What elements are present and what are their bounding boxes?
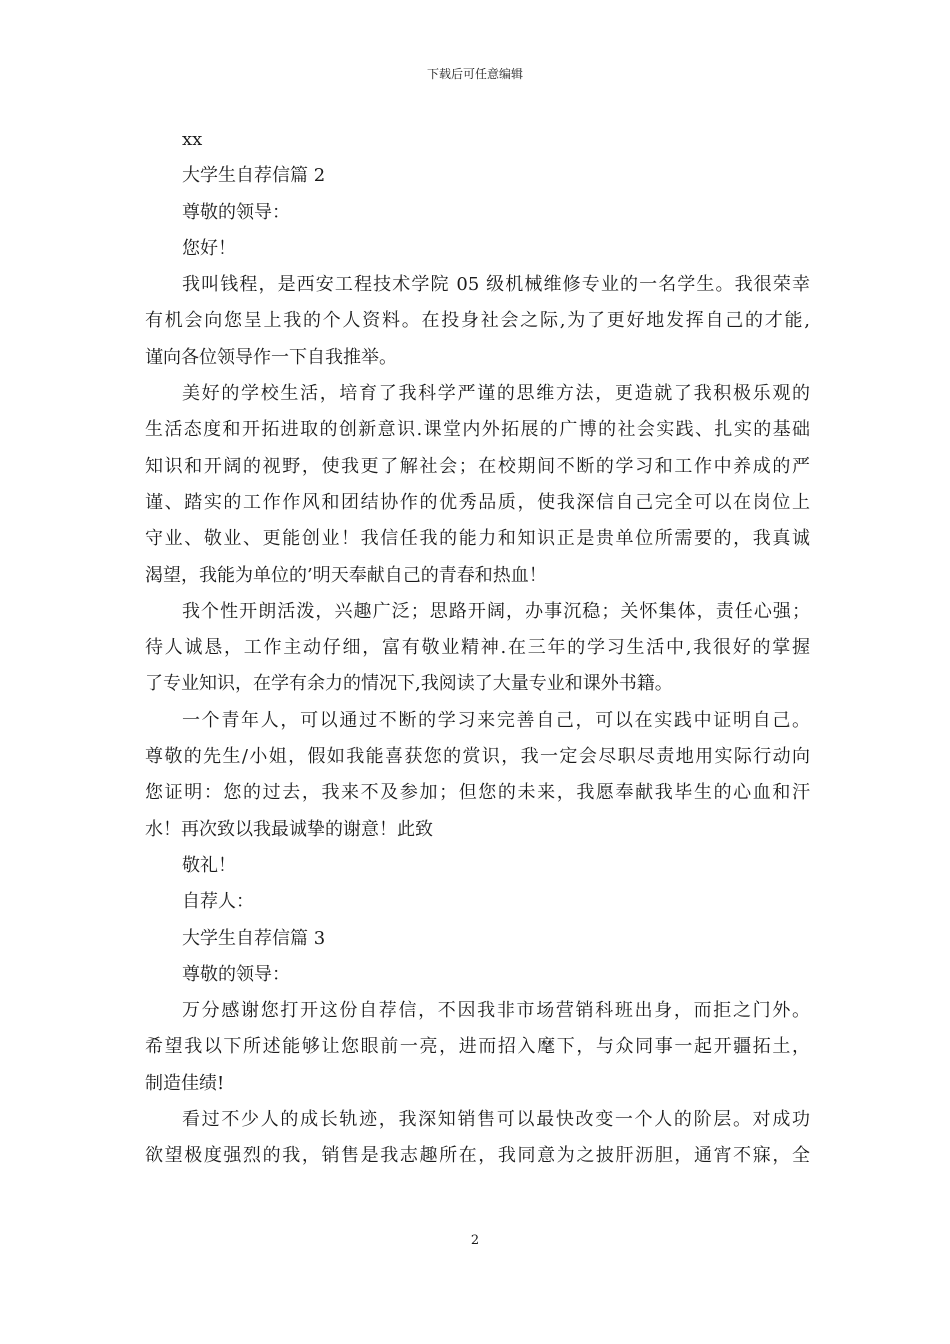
paragraph-line: 希望我以下所述能够让您眼前一亮，进而招入麾下，与众同事一起开疆拓土， [145, 1036, 810, 1058]
paragraph-line: 欲望极度强烈的我，销售是我志趣所在，我同意为之披肝沥胆，通宵不寐，全 [145, 1145, 810, 1167]
paragraph-line: 知识和开阔的视野，使我更了解社会；在校期间不断的学习和工作中养成的严 [145, 455, 810, 477]
paragraph-line: 一个青年人，可以通过不断的学习来完善自己，可以在实践中证明自己。 [182, 709, 810, 731]
letter-body [145, 122, 810, 1175]
paragraph-line: 看过不少人的成长轨迹，我深知销售可以最快改变一个人的阶层。对成功 [182, 1109, 810, 1131]
paragraph-line: 谨向各位领导作一下自我推举。 [145, 346, 397, 368]
salutation: 尊敬的领导： [182, 963, 290, 985]
paragraph-line: 我叫钱程，是西安工程技术学院 05 级机械维修专业的一名学生。我很荣幸 [182, 274, 810, 296]
paragraph-line: 水！再次致以我最诚挚的谢意！此致 [145, 818, 433, 840]
paragraph-line: 待人诚恳，工作主动仔细，富有敬业精神.在三年的学习生活中,我很好的掌握 [145, 637, 810, 659]
paragraph-line: 您证明：您的过去，我来不及参加；但您的未来，我愿奉献我毕生的心血和汗 [145, 782, 810, 804]
paragraph-line: 我个性开朗活泼，兴趣广泛；思路开阔，办事沉稳；关怀集体，责任心强； [182, 600, 810, 622]
signature-label: 自荐人： [182, 891, 254, 913]
greeting: 您好！ [182, 237, 236, 259]
paragraph-line: 谨、踏实的工作作风和团结协作的优秀品质，使我深信自己完全可以在岗位上 [145, 491, 810, 513]
closing: 敬礼！ [182, 854, 236, 876]
salutation: 尊敬的领导： [182, 201, 290, 223]
paragraph-line: 了专业知识，在学有余力的情况下,我阅读了大量专业和课外书籍。 [145, 673, 673, 695]
paragraph-line: 万分感谢您打开这份自荐信，不因我非市场营销科班出身，而拒之门外。 [182, 1000, 810, 1022]
paragraph-line: 渴望，我能为单位的’明天奉献自己的青春和热血！ [145, 564, 547, 586]
paragraph-line: 美好的学校生活，培育了我科学严谨的思维方法，更造就了我积极乐观的 [182, 383, 810, 405]
header-note: 下载后可任意编辑 [426, 67, 523, 81]
page-number: 2 [470, 1233, 480, 1248]
section-heading: 大学生自荐信篇 2 [182, 165, 326, 187]
paragraph-line: 尊敬的先生/小姐，假如我能喜获您的赏识，我一定会尽职尽责地用实际行动向 [145, 746, 810, 768]
section-heading: 大学生自荐信篇 3 [182, 927, 326, 949]
paragraph-line: 守业、敬业、更能创业！我信任我的能力和知识正是贵单位所需要的，我真诚 [145, 528, 810, 550]
paragraph-line: 生活态度和开拓进取的创新意识.课堂内外拓展的广博的社会实践、扎实的基础 [145, 419, 810, 441]
paragraph-line: 制造佳绩! [145, 1072, 225, 1094]
signature-name: xx [182, 129, 203, 150]
paragraph-line: 有机会向您呈上我的个人资料。在投身社会之际,为了更好地发挥自己的才能, [145, 310, 810, 332]
